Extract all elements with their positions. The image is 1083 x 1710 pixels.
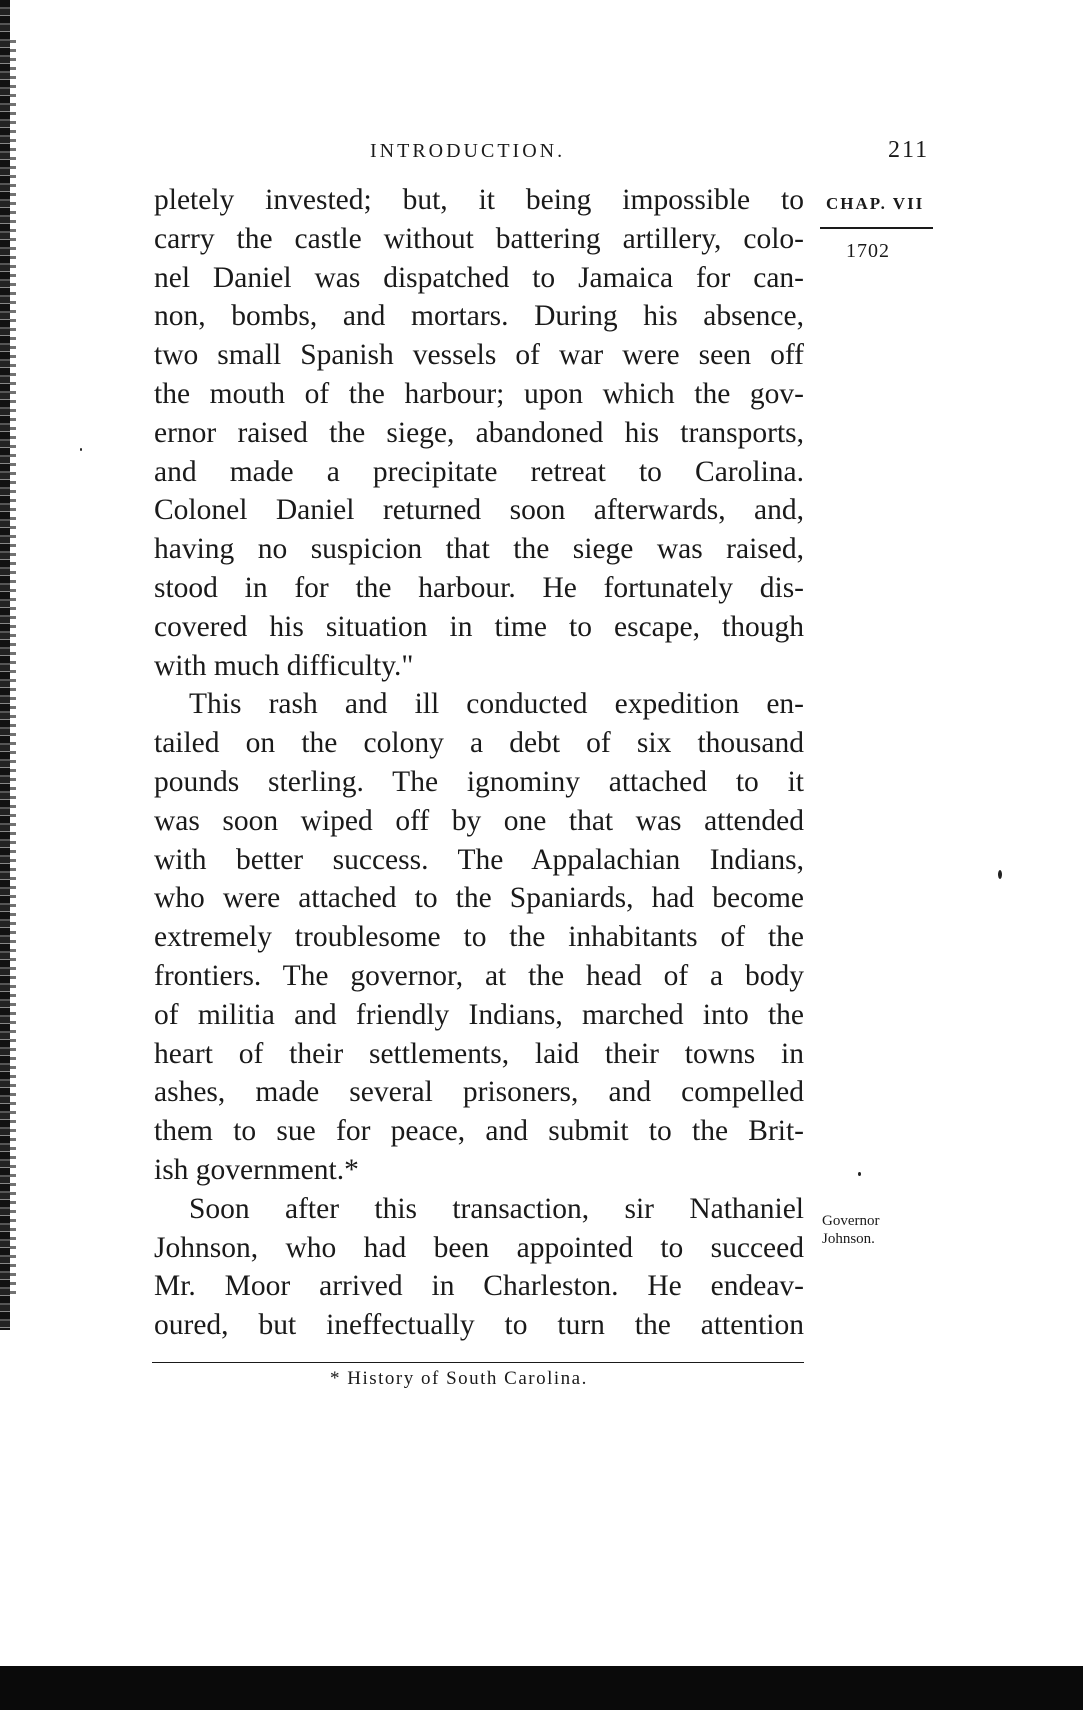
paragraph-1 xyxy=(154,181,804,685)
page-number: 211 xyxy=(888,137,930,163)
side-note-line: Governor xyxy=(822,1213,880,1229)
text-line: non, bombs, and mortars. During his absence, xyxy=(154,300,804,333)
text-line: and made a precipitate retreat to Carolina. xyxy=(154,455,804,488)
paragraph-3 xyxy=(154,1190,804,1345)
scan-speck xyxy=(998,870,1002,879)
text-line: the mouth of the harbour; upon which the gov- xyxy=(154,377,804,410)
running-head: INTRODUCTION. xyxy=(370,140,566,162)
body-text xyxy=(154,181,804,1345)
text-line: covered his situation in time to escape, though xyxy=(154,610,804,643)
text-line: them to sue for peace, and submit to the Brit- xyxy=(154,1115,804,1148)
margin-chapter: CHAP. VII xyxy=(826,194,925,213)
side-note-line: Johnson. xyxy=(822,1231,875,1247)
paragraph-2 xyxy=(154,685,804,1189)
text-line: tailed on the colony a debt of six thousand xyxy=(154,727,804,760)
text-line: with much difficulty." xyxy=(154,649,414,682)
text-line: Soon after this transaction, sir Nathaniel xyxy=(189,1192,804,1225)
text-line: Colonel Daniel returned soon afterwards, and, xyxy=(154,494,804,527)
text-line: ish government.* xyxy=(154,1153,359,1186)
footnote-rule xyxy=(152,1362,804,1363)
text-line: nel Daniel was dispatched to Jamaica for can- xyxy=(154,261,804,294)
text-line: with better success. The Appalachian Indians, xyxy=(154,843,804,876)
scan-bottom-edge xyxy=(0,1666,1083,1710)
text-line: Johnson, who had been appointed to succeed xyxy=(154,1231,804,1264)
text-line: extremely troublesome to the inhabitants of the xyxy=(154,921,804,954)
text-line: oured, but ineffectually to turn the attention xyxy=(154,1309,804,1342)
text-line: pounds sterling. The ignominy attached to it xyxy=(154,765,804,798)
text-line: of militia and friendly Indians, marched into the xyxy=(154,998,804,1031)
text-line: This rash and ill conducted expedition en- xyxy=(189,688,804,721)
text-line: who were attached to the Spaniards, had become xyxy=(154,882,804,915)
margin-rule xyxy=(820,227,933,229)
scan-speck xyxy=(80,448,82,451)
text-line: Mr. Moor arrived in Charleston. He endeav- xyxy=(154,1270,804,1303)
text-line: stood in for the harbour. He fortunately dis- xyxy=(154,571,804,604)
binding-shadow xyxy=(10,40,16,1300)
text-line: ernor raised the siege, abandoned his transports, xyxy=(154,416,804,449)
footnote: * History of South Carolina. xyxy=(330,1368,588,1389)
text-line: was soon wiped off by one that was attended xyxy=(154,804,804,837)
text-line: frontiers. The governor, at the head of a body xyxy=(154,959,804,992)
margin-year: 1702 xyxy=(846,240,890,262)
text-line: having no suspicion that the siege was raised, xyxy=(154,533,804,566)
text-line: ashes, made several prisoners, and compelled xyxy=(154,1076,804,1109)
text-line: carry the castle without battering artillery, colo- xyxy=(154,222,804,255)
text-line: pletely invested; but, it being impossible to xyxy=(154,184,804,216)
margin-side-note xyxy=(822,1212,942,1248)
scan-speck xyxy=(858,1172,861,1176)
text-line: heart of their settlements, laid their towns in xyxy=(154,1037,804,1070)
text-line: two small Spanish vessels of war were seen off xyxy=(154,339,804,372)
binding-edge xyxy=(0,0,10,1330)
